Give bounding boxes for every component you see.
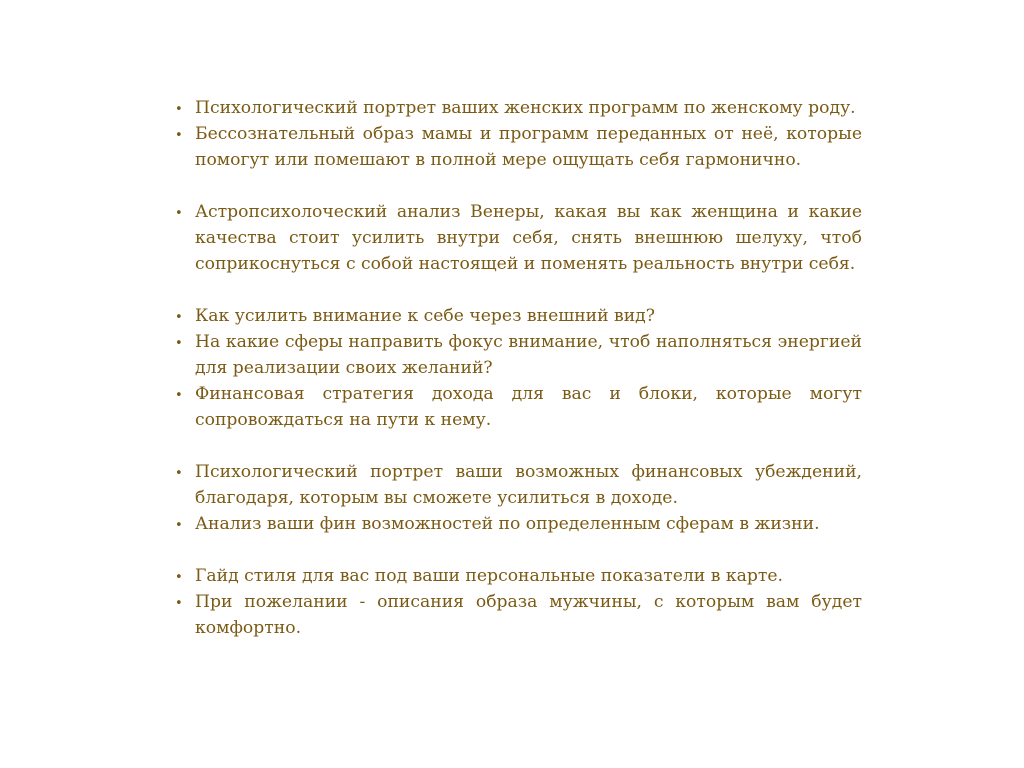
list-item-text: Психологический портрет ваших женских программ по женскому роду. [195,98,856,118]
list-item [175,303,862,329]
list-item-text: Финансовая стратегия дохода для вас и блоки, которые могут сопровождаться на пути к нему. [195,384,862,430]
list-item-text: При пожелании - описания образа мужчины, с которым вам будет комфортно. [195,592,862,638]
bullet-icon [175,95,185,123]
bullet-icon [175,563,185,591]
list-item-text: На какие сферы направить фокус внимание, чтоб наполняться энергией для реализации своих желаний? [195,332,862,378]
bullet-icon [175,303,185,331]
list-item [175,121,862,173]
bullet-icon [175,121,185,149]
bullet-icon [175,199,185,227]
list-item-text: Астропсихолоческий анализ Венеры, какая вы как женщина и какие качества стоит усилить внутри себя, снять внешнюю шелуху, чтоб соприкоснуться с собой настоящей и поменять реальность внутри себя. [195,202,862,274]
bullet-icon [175,459,185,487]
bullet-icon [175,511,185,539]
bullet-icon [175,381,185,409]
list-item [175,381,862,433]
bullet-icon [175,589,185,617]
list-item-text: Психологический портрет ваши возможных финансовых убеждений, благодаря, которым вы сможете усилиться в доходе. [195,462,862,508]
list-item [175,511,862,537]
list-item-text: Анализ ваши фин возможностей по определенным сферам в жизни. [195,514,820,534]
list-item [175,95,862,121]
list-item [175,199,862,277]
bullet-icon [175,329,185,357]
bullet-group-3 [175,303,862,433]
list-item [175,563,862,589]
bullet-group-5 [175,563,862,641]
list-item [175,589,862,641]
list-item [175,459,862,511]
list-item-text: Как усилить внимание к себе через внешний вид? [195,306,655,326]
list-item [175,329,862,381]
bullet-group-2 [175,199,862,277]
bullet-group-4 [175,459,862,537]
document-body [175,95,862,641]
list-item-text: Бессознательный образ мамы и программ переданных от неё, которые помогут или помешают в полной мере ощущать себя гармонично. [195,124,862,170]
bullet-group-1 [175,95,862,173]
list-item-text: Гайд стиля для вас под ваши персональные показатели в карте. [195,566,783,586]
